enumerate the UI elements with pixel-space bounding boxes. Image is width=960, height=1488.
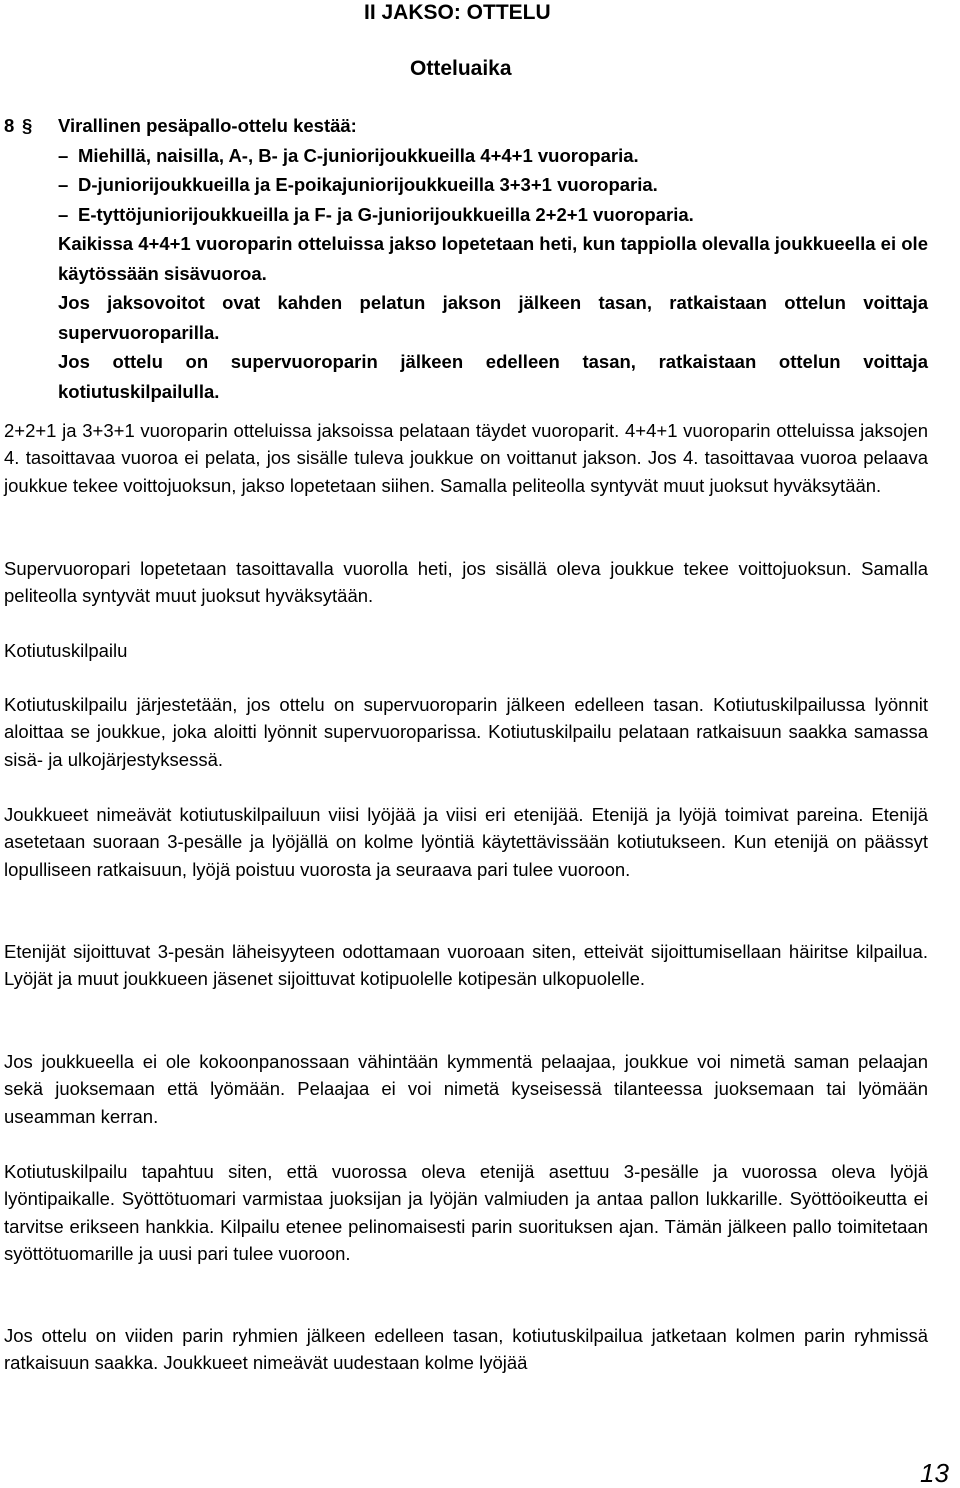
subsection-heading: Kotiutuskilpailu (4, 640, 128, 661)
body-paragraph: Jos joukkueella ei ole kokoonpanossaan vähintään kymmentä pelaajaa, joukkue voi nimetä saman pelaajan sekä juoksemaan että lyömään. Pelaajaa ei voi nimetä kyseisessä tilanteessa juoksemaan tai lyömään useamman kerran. (4, 1051, 928, 1127)
body-paragraph: Kotiutuskilpailu tapahtuu siten, että vuorossa oleva etenijä asettuu 3-pesälle ja vuorossa oleva lyöjä lyöntipaikalle. Syöttötuomari varmistaa juoksijan ja lyöjän valmiuden ja antaa pallon lukkarille. Syöttöoikeutta ei tarvitse erikseen hankkia. Kilpailu etenee pelinomaisesti parin suorituksen ajan. Tämän jälkeen pallo toimitetaan syöttötuomarille ja uusi pari tulee vuoroon. (4, 1161, 928, 1265)
chapter-title: II JAKSO: OTTELU (364, 1, 551, 24)
body-paragraph: Joukkueet nimeävät kotiutuskilpailuun viisi lyöjää ja viisi eri etenijää. Etenijä ja lyöjä toimivat pareina. Etenijä asetetaan suoraan 3-pesälle ja lyöjällä on kolme lyöntiä käytettävissään kotiutukseen. Kun etenijä on päässyt lopulliseen ratkaisuun, lyöjä poistuu vuorosta ja seuraava pari tulee vuoroon. (4, 804, 928, 880)
list-item: – E-tyttöjuniorijoukkueilla ja F- ja G-juniorijoukkueilla 2+2+1 vuoroparia. (58, 203, 694, 225)
body-paragraph: Etenijät sijoittuvat 3-pesän läheisyyteen odottamaan vuoroaan siten, etteivät sijoittumisellaan häiritse kilpailua. Lyöjät ja muut joukkueen jäsenet sijoittuvat kotipuolelle kotipesän ulkopuolelle. (4, 941, 928, 990)
body-paragraph: Kotiutuskilpailu järjestetään, jos ottelu on supervuoroparin jälkeen edelleen tasan. Kotiutuskilpailussa lyönnit aloittaa se joukkue, joka aloitti lyönnit supervuoroparissa. Kotiutuskilpailu pelataan ratkaisuun saakka samassa sisä- ja ulkojärjestyksessä. (4, 694, 928, 770)
section-heading: Otteluaika (410, 57, 512, 80)
section-sign-icon: § (22, 115, 33, 136)
rule-intro: Virallinen pesäpallo-ottelu kestää: (58, 115, 357, 136)
rule-8-block (4, 111, 928, 406)
body-paragraph: 2+2+1 ja 3+3+1 vuoroparin otteluissa jaksoissa pelataan täydet vuoroparit. 4+4+1 vuoroparin otteluissa jaksojen 4. tasoittavaa vuoroa ei pelata, jos sisälle tuleva joukkue on voittanut jakson. Jos 4. tasoittavaa vuoroa pelaava joukkue tekee voittojuoksun, jakso lopetetaan siihen. Samalla peliteolla syntyvät muut juoksut hyväksytään. (4, 420, 928, 496)
body-paragraph: Supervuoropari lopetetaan tasoittavalla vuorolla heti, jos sisällä oleva joukkue tekee voittojuoksun. Samalla peliteolla syntyvät muut juoksut hyväksytään. (4, 558, 928, 607)
list-item: – Miehillä, naisilla, A-, B- ja C-juniorijoukkueilla 4+4+1 vuoroparia. (58, 144, 639, 166)
rule-8-heading (4, 111, 928, 141)
list-item: – D-juniorijoukkueilla ja E-poikajuniorijoukkueilla 3+3+1 vuoroparia. (58, 174, 658, 195)
page-number: 13 (920, 1458, 949, 1488)
body-paragraph: Jos ottelu on viiden parin ryhmien jälkeen edelleen tasan, kotiutuskilpailua jatketaan kolmen parin ryhmissä ratkaisuun saakka. Joukkueet nimeävät uudestaan kolme lyöjää (4, 1325, 928, 1374)
rule-paragraph: Kaikissa 4+4+1 vuoroparin otteluissa jakso lopetetaan heti, kun tappiolla olevalla joukkueella ei ole käytössään sisävuoroa. (58, 233, 928, 284)
rule-paragraph: Jos jaksovoitot ovat kahden pelatun jakson jälkeen tasan, ratkaistaan ottelun voittaja supervuoroparilla. (58, 292, 928, 343)
rule-paragraph: Jos ottelu on supervuoroparin jälkeen edelleen tasan, ratkaistaan ottelun voittaja kotiutuskilpailulla. (58, 351, 928, 402)
rule-number: 8 (4, 115, 15, 136)
